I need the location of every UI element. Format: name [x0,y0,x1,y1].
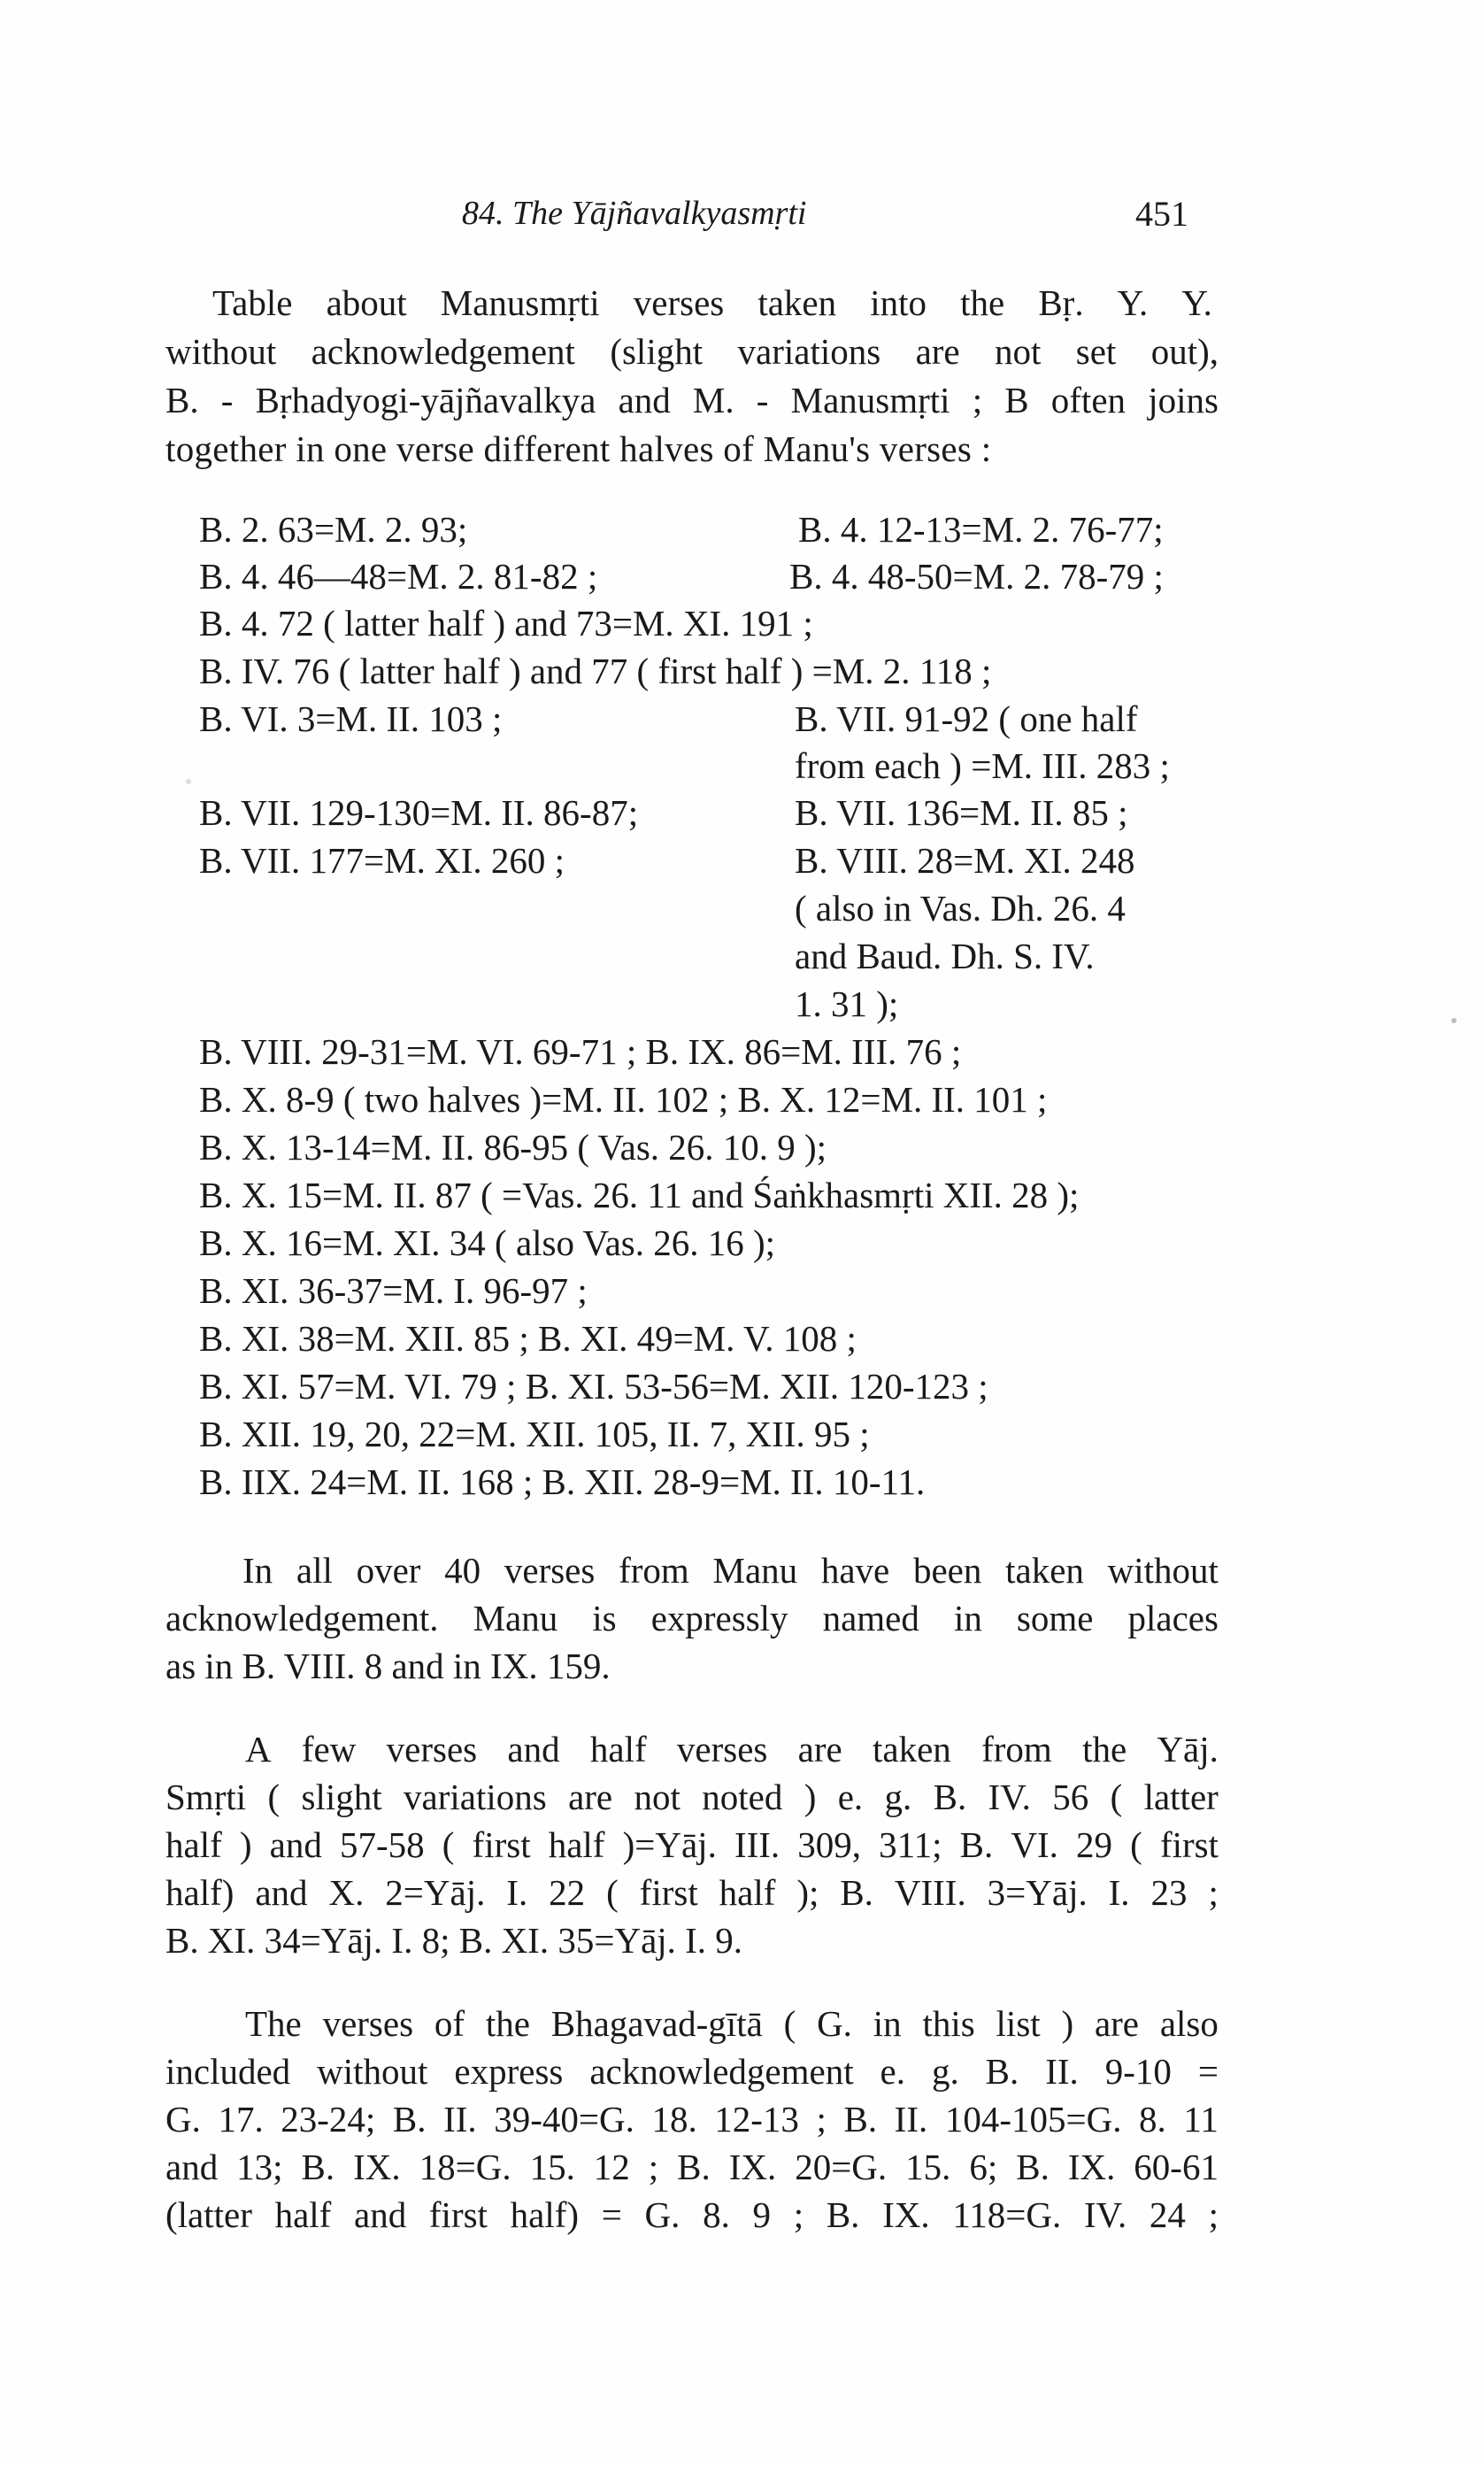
word: also [1159,2003,1219,2044]
word: noted [702,1777,783,1817]
word: without [1107,1550,1219,1591]
word: ; [1208,1872,1219,1913]
word: first [472,1824,531,1865]
word: of [434,2003,465,2044]
word: ) [1061,2003,1074,2044]
word: 18=G. [419,2147,511,2187]
word: half [165,1824,222,1865]
word: ; [816,2099,827,2139]
word: half) [165,1872,235,1913]
word: = [601,2194,622,2235]
word: first [1159,1824,1219,1865]
word: latter [1143,1777,1219,1817]
word: half [719,1872,776,1913]
table-right-entry: ( also in Vas. Dh. 26. 4 [795,888,1126,929]
paragraph-line [165,1824,1219,1865]
word: G. [644,2194,680,2235]
word: 22 [549,1872,586,1913]
word: IX. [882,2194,930,2235]
paragraph-line: as in B. VIII. 8 and in IX. 159. [165,1646,611,1686]
word: and [255,1872,308,1913]
word: In [242,1550,273,1591]
word: Manu [712,1550,798,1591]
word: 309, [797,1824,862,1865]
word: ) [239,1824,252,1865]
word: III. [734,1824,780,1865]
word: (slight [610,331,704,372]
word: B. [165,380,199,420]
page-number: 451 [1135,194,1188,234]
word: II. [1045,2051,1079,2092]
word: 24 [1149,2194,1186,2235]
word: ; [1208,2194,1219,2235]
table-full-entry: B. X. 8-9 ( two halves )=M. II. 102 ; B. X. 12=M. II. 101 ; [199,1079,1048,1120]
word: 9-10 [1104,2051,1172,2092]
word: verses [633,282,725,323]
word: VIII. [894,1872,966,1913]
word: expressly [650,1598,788,1638]
word: in [873,2003,902,2044]
word: )=Yāj. [622,1824,717,1865]
word: acknowledgement [589,2051,854,2092]
word: 311; [879,1824,942,1865]
table-left-entry: B. VII. 129-130=M. II. 86-87; [199,792,639,833]
word: II. [443,2099,477,2139]
word: verses [676,1729,768,1769]
table-right-entry: and Baud. Dh. S. IV. [795,936,1095,976]
word: verses [504,1550,596,1591]
word: M. [692,380,734,420]
paragraph-line [165,1600,1219,1637]
word: IX. [353,2147,401,2187]
word: 40 [444,1550,481,1591]
word: not [995,331,1042,372]
word: B. [843,2099,878,2139]
word: joins [1148,380,1219,420]
word: the [1082,1729,1127,1769]
word: ( [267,1777,281,1817]
word: 39-40=G. [494,2099,634,2139]
word: e. [837,1777,864,1817]
word: 57-58 [339,1824,425,1865]
paragraph-line [165,2051,1219,2092]
word: places [1127,1598,1219,1638]
word: and [618,380,671,420]
word: included [165,2051,291,2092]
word: Manusmṛti [440,282,600,323]
word: IX. [728,2147,777,2187]
word: B. [392,2099,427,2139]
word: Manu [473,1598,558,1638]
word: Y. [1181,282,1212,323]
word: X. [328,1872,365,1913]
intro-line: together in one verse different halves of Manu's verses : [165,428,992,469]
word: and [165,2147,219,2187]
table-right-entry: B. VIII. 28=M. XI. 248 [795,840,1135,881]
word: slight [301,1777,382,1817]
table-full-entry: B. XI. 36-37=M. I. 96-97 ; [199,1270,588,1311]
word: 29 [1076,1824,1113,1865]
table-full-entry: B. IV. 76 ( latter half ) and 77 ( first half ) =M. 2. 118 ; [199,651,992,691]
word: 23 [1150,1872,1188,1913]
word: G. [165,2099,201,2139]
word: express [454,2051,564,2092]
word: list [996,2003,1041,2044]
word: IV. [988,1777,1031,1817]
word: II. [894,2099,928,2139]
word: 15. [529,2147,575,2187]
word: 23-24; [281,2099,376,2139]
word: ( [783,2003,796,2044]
intro-line [165,382,1219,419]
word: the [960,282,1005,323]
word: ); [796,1872,819,1913]
word: IX. [1067,2147,1116,2187]
word: The [245,2003,302,2044]
word: 9 [752,2194,772,2235]
word: (latter [165,2194,252,2235]
word: and [354,2194,407,2235]
word: B. [985,2051,1019,2092]
word: 3=Yāj. [987,1872,1088,1913]
word: variations [737,331,881,372]
word: half) [510,2194,580,2235]
word: Table [212,282,293,323]
word: Y. [1117,282,1149,323]
word: this [922,2003,975,2044]
table-left-entry: B. VI. 3=M. II. 103 ; [199,698,503,739]
word: ; [648,2147,659,2187]
scan-speck [186,779,191,784]
word: ( [442,1824,455,1865]
table-right-entry: from each ) =M. III. 283 ; [795,745,1170,786]
table-right-entry: B. 4. 12-13=M. 2. 76-77; [798,509,1164,550]
word: is [592,1598,617,1638]
word: = [1197,2051,1219,2092]
word: - [756,380,769,420]
word: Manusmṛti [790,380,950,420]
word: 60-61 [1134,2147,1219,2187]
word: 118=G. [952,2194,1062,2235]
word: verses [386,1729,478,1769]
table-right-entry: B. VII. 91-92 ( one half [795,698,1138,739]
word: VI. [1011,1824,1058,1865]
word: are [568,1777,613,1817]
word: into [870,282,927,323]
intro-line [212,282,1212,323]
table-full-entry: B. XII. 19, 20, 22=M. XII. 105, II. 7, XII. 95 ; [199,1414,870,1454]
table-full-entry: B. XI. 57=M. VI. 79 ; B. XI. 53-56=M. XII. 120-123 ; [199,1366,988,1407]
word: 6; [969,2147,998,2187]
word: are [797,1729,842,1769]
word: out), [1150,331,1219,372]
word: 2=Yāj. [385,1872,486,1913]
word: variations [404,1777,547,1817]
word: 8. [703,2194,730,2235]
paragraph-line [165,2149,1219,2186]
word: IV. [1083,2194,1127,2235]
word: 18. [651,2099,697,2139]
table-left-entry: B. 2. 63=M. 2. 93; [199,509,468,550]
word: and [507,1729,560,1769]
word: g. [884,1777,912,1817]
word: verses [322,2003,414,2044]
scan-speck [1451,1018,1457,1023]
word: 104-105=G. [944,2099,1122,2139]
word: Yāj. [1157,1729,1219,1769]
word: 11 [1183,2099,1219,2139]
table-left-entry: B. VII. 177=M. XI. 260 ; [199,840,565,881]
table-left-entry: B. 4. 46—48=M. 2. 81-82 ; [199,556,598,597]
word: taken [873,1729,951,1769]
word: from [981,1729,1052,1769]
word: B. [1016,2147,1050,2187]
word: the [485,2003,530,2044]
word: B. [933,1777,967,1817]
word: ( [1110,1777,1123,1817]
running-head-title: 84. The Yājñavalkyasmṛti [462,195,807,232]
word: first [639,1872,698,1913]
paragraph-line [165,2101,1219,2138]
word: half [274,2194,332,2235]
table-full-entry: B. 4. 72 ( latter half ) and 73=M. XI. 191 ; [199,603,813,644]
word: and [269,1824,322,1865]
word: been [912,1550,982,1591]
word: 15. [905,2147,951,2187]
table-full-entry: B. XI. 38=M. XII. 85 ; B. XI. 49=M. V. 108 ; [199,1318,857,1359]
word: 20=G. [795,2147,888,2187]
table-full-entry: B. IIX. 24=M. II. 168 ; B. XII. 28-9=M. II. 10-11. [199,1461,926,1502]
word: some [1016,1598,1094,1638]
word: Bṛhadyogi-yājñavalkya [255,380,596,420]
word: first [428,2194,488,2235]
word: half [589,1729,647,1769]
word: ; [793,2194,804,2235]
word: 56 [1052,1777,1089,1817]
word: Bṛ. [1038,282,1084,323]
word: from [619,1550,689,1591]
table-right-entry: B. 4. 48-50=M. 2. 78-79 ; [789,556,1164,597]
table-right-entry: 1. 31 ); [795,983,899,1024]
word: 12-13 [714,2099,799,2139]
word: taken [1005,1550,1084,1591]
word: have [820,1550,890,1591]
word: Bhagavad-gītā [550,2003,763,2044]
word: 17. [218,2099,264,2139]
word: over [356,1550,421,1591]
word: B [1004,380,1029,420]
word: not [634,1777,680,1817]
word: named [822,1598,919,1638]
word: often [1050,380,1126,420]
word: G. [817,2003,852,2044]
word: about [326,282,407,323]
word: - [220,380,234,420]
word: in [953,1598,982,1638]
word: few [301,1729,357,1769]
word: ( [1130,1824,1142,1865]
word: B. [826,2194,860,2235]
word: B. [677,2147,711,2187]
word: without [165,331,277,372]
table-full-entry: B. VIII. 29-31=M. VI. 69-71 ; B. IX. 86=M. III. 76 ; [199,1031,962,1072]
word: taken [757,282,837,323]
word: are [1094,2003,1140,2044]
word: I. [506,1872,528,1913]
word: acknowledgement. [165,1598,439,1638]
intro-line [165,331,1219,372]
word: e. [880,2051,905,2092]
paragraph-line [245,2003,1219,2044]
word: I. [1108,1872,1130,1913]
word: ) [804,1777,817,1817]
word: g. [931,2051,959,2092]
word: B. [301,2147,335,2187]
word: ( [606,1872,619,1913]
word: Smṛti [165,1777,247,1817]
word: acknowledgement [311,331,575,372]
word: A [245,1729,272,1769]
table-full-entry: B. X. 15=M. II. 87 ( =Vas. 26. 11 and Śaṅkhasmṛti XII. 28 ); [199,1175,1080,1215]
paragraph-line [245,1731,1219,1768]
word: ; [972,380,983,420]
paragraph-line [165,1872,1219,1913]
paragraph-line [165,2194,1219,2235]
word: all [296,1550,333,1591]
word: 13; [236,2147,283,2187]
word: 12 [593,2147,630,2187]
word: B. [840,1872,873,1913]
word: without [317,2051,428,2092]
table-full-entry: B. X. 16=M. XI. 34 ( also Vas. 26. 16 ); [199,1222,776,1263]
word: B. [959,1824,994,1865]
paragraph-line [165,1779,1219,1816]
word: set [1075,331,1117,372]
table-right-entry: B. VII. 136=M. II. 85 ; [795,792,1128,833]
word: half [548,1824,605,1865]
table-full-entry: B. X. 13-14=M. II. 86-95 ( Vas. 26. 10. 9 ); [199,1127,827,1168]
paragraph-line: B. XI. 34=Yāj. I. 8; B. XI. 35=Yāj. I. 9. [165,1920,743,1961]
paragraph-line [242,1550,1219,1591]
word: are [915,331,960,372]
word: 8. [1139,2099,1166,2139]
